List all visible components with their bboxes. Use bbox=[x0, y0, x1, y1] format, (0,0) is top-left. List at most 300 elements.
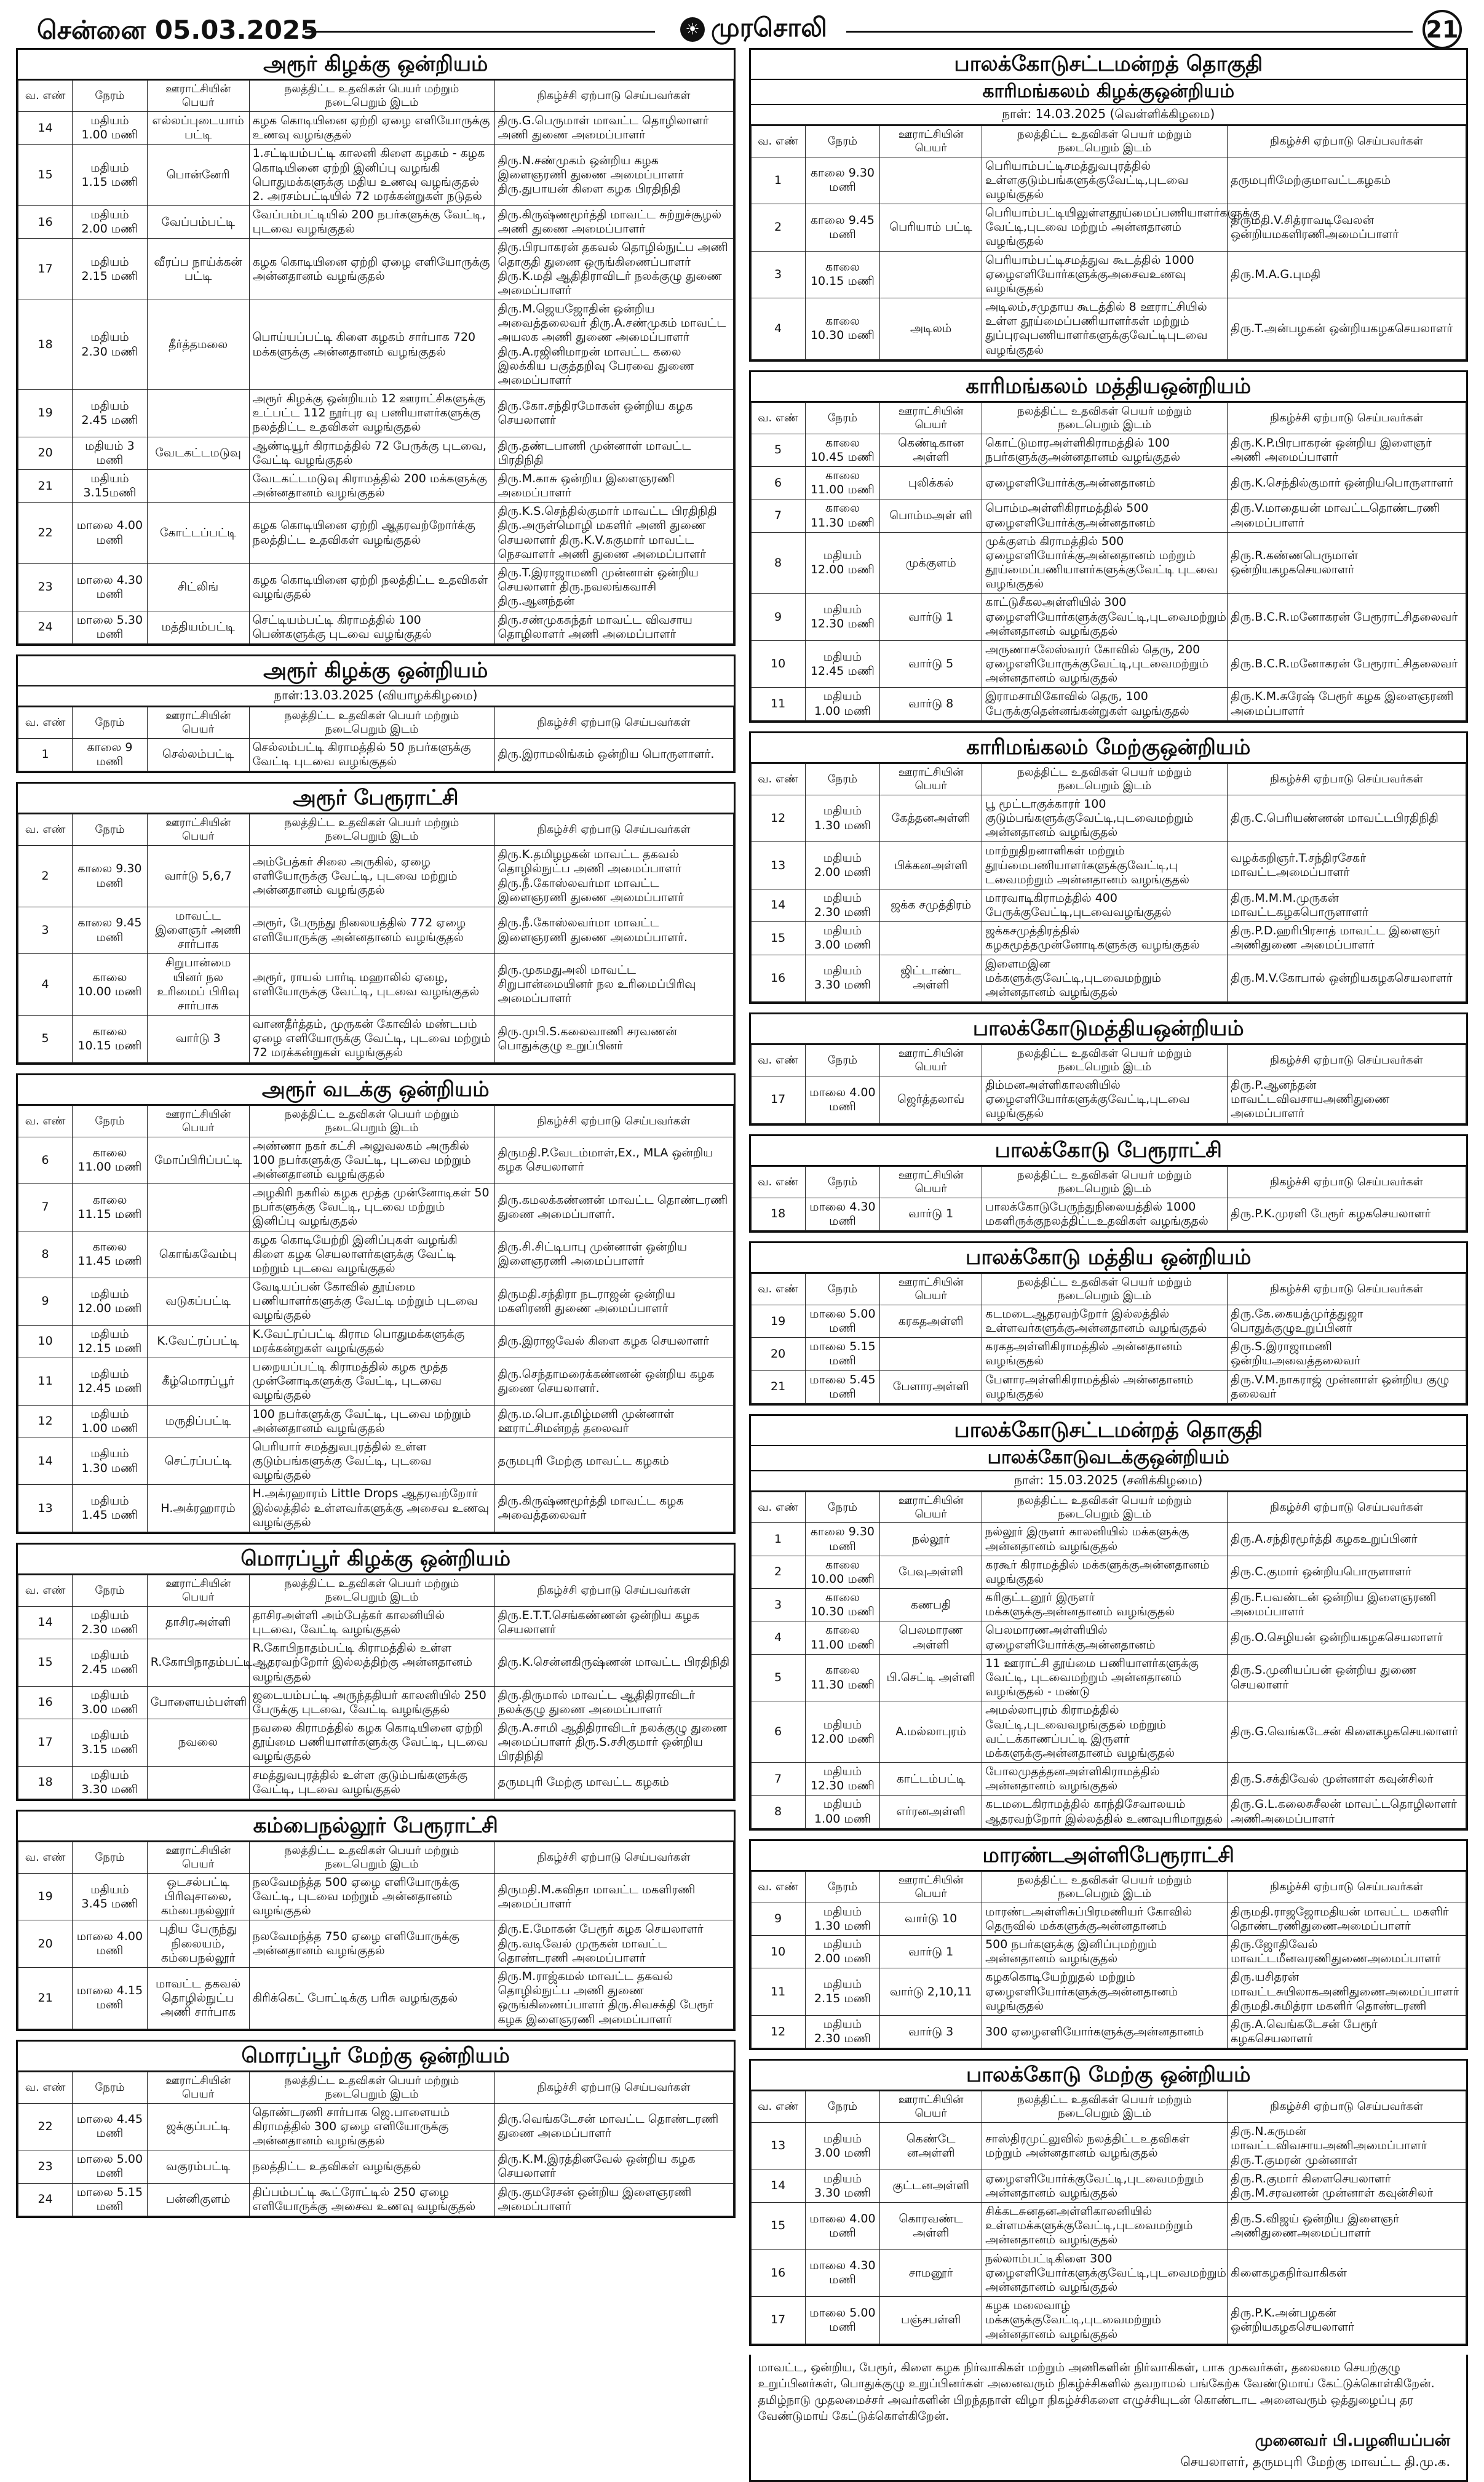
row-time: காலை 10.30 மணி bbox=[805, 1589, 880, 1621]
row-number: 3 bbox=[751, 1589, 805, 1621]
row-number: 17 bbox=[751, 2297, 805, 2344]
row-time: காலை 10.00 மணி bbox=[805, 1556, 880, 1588]
row-number: 11 bbox=[751, 1968, 805, 2016]
row-number: 11 bbox=[18, 1358, 73, 1406]
row-guests: திரு.K.செந்தில்குமார் ஒன்றியபொருளாளர் bbox=[1228, 467, 1466, 499]
row-number: 9 bbox=[751, 1903, 805, 1935]
row-place: பிக்கனஅள்ளி bbox=[880, 842, 982, 889]
column-header-no: வ. எண் bbox=[18, 814, 73, 846]
row-program: சமத்துவபுரத்தில் உள்ள குடும்பங்களுக்கு வேட்டி, புடவை வழங்குதல் bbox=[249, 1766, 494, 1799]
column-header-guests: நிகழ்ச்சி ஏற்பாடு செய்பவர்கள் bbox=[494, 1575, 733, 1606]
table-row bbox=[751, 2249, 1466, 2297]
row-guests: திரு.O.செழியன் ஒன்றியகழகசெயலாளர் bbox=[1228, 1621, 1466, 1654]
table-row bbox=[18, 300, 734, 390]
table-row bbox=[751, 467, 1466, 499]
column-header-guests: நிகழ்ச்சி ஏற்பாடு செய்பவர்கள் bbox=[494, 2072, 733, 2103]
row-program: பாலக்கோடுபேருந்துநிலையத்தில் 1000 மகளிருக்குநலத்திட்டஉதவிகள் வழங்குதல் bbox=[982, 1198, 1228, 1230]
row-time: மாலை 5.00 மணி bbox=[73, 2150, 148, 2183]
row-guests: திரு.M.M.M.முருகன் மாவட்டகழகபொருளாளர் bbox=[1228, 889, 1466, 921]
table-row bbox=[751, 842, 1466, 889]
row-guests: திரு.K.M.இரத்தினவேல் ஒன்றிய கழக செயலாளர் bbox=[494, 2150, 733, 2183]
row-program: மாற்றுதிறனாளிகள் மற்றும் தூய்மைபணியாளர்களுக்குவேட்டி,பு டவைமற்றும் அன்னதானம் வழங்குதல் bbox=[982, 842, 1228, 889]
row-program: கரிகுட்டனூர் இருளர் மக்களுக்குஅன்னதானம் வழங்குதல் bbox=[982, 1589, 1228, 1621]
row-program: வாணதீர்த்தம், முருகன் கோவில் மண்டபம் ஏழை எளியோருக்கு வேட்டி, புடவை மற்றும் 72 மரக்கன்றுகள் வழங்குதல் bbox=[249, 1016, 494, 1063]
row-number: 2 bbox=[751, 1556, 805, 1588]
row-number: 18 bbox=[18, 1766, 73, 1799]
column-header-guests: நிகழ்ச்சி ஏற்பாடு செய்பவர்கள் bbox=[494, 1842, 733, 1874]
row-time: காலை 10.30 மணி bbox=[805, 298, 880, 360]
schedule-table bbox=[751, 1273, 1467, 1404]
row-number: 3 bbox=[751, 251, 805, 298]
row-place: பெரியாம் பட்டி bbox=[880, 204, 982, 252]
table-row bbox=[18, 206, 734, 239]
signature: முனைவர் பி.பழனியப்பன் bbox=[1255, 2432, 1450, 2451]
table-row bbox=[751, 1076, 1466, 1124]
row-time: மதியம் 2.00 மணி bbox=[805, 842, 880, 889]
row-program: வேடியப்பன் கோவில் தூய்மை பணியாளர்களுக்கு வேட்டி மற்றும் புடவை வழங்குதல் bbox=[249, 1278, 494, 1326]
block-title: அரூர் கிழக்கு ஒன்றியம் bbox=[18, 50, 734, 80]
row-place: H.அக்ரஹாரம் bbox=[147, 1485, 249, 1532]
row-time: மதியம் 3.30 மணி bbox=[805, 955, 880, 1002]
row-place: கோட்டப்பட்டி bbox=[147, 503, 249, 564]
column-header-program: நலத்திட்ட உதவிகள் பெயர் மற்றும் நடைபெறும் இடம் bbox=[249, 814, 494, 846]
row-number: 4 bbox=[751, 298, 805, 360]
schedule-block bbox=[16, 1543, 736, 1801]
footer-note-2: தமிழ்நாடு முதலமைச்சர் அவர்களின் பிறந்தநாள் விழா நிகழ்ச்சிகளை எழுச்சியுடன் கொண்டாட அனைவரும் ஒத்துழைப்பு தர வேண்டுமாய் கேட்டுக்கொள்கிறேன். bbox=[758, 2393, 1414, 2424]
row-number: 16 bbox=[751, 955, 805, 1002]
row-number: 24 bbox=[18, 2183, 73, 2216]
row-number: 20 bbox=[18, 1920, 73, 1968]
row-program: 100 நபர்களுக்கு வேட்டி, புடவை மற்றும் அன்னதானம் வழங்குதல் bbox=[249, 1405, 494, 1438]
table-row bbox=[751, 688, 1466, 720]
row-program: அரூர், ராயல் பார்டி மஹாலில் ஏழை, எளியோருக்கு வேட்டி, புடவை வழங்குதல் bbox=[249, 954, 494, 1016]
row-guests: திரு.K.தமிழழகன் மாவட்ட தகவல் தொழில்நுட்ப அணி அமைப்பாளர் திரு.நீ.கோஸ்லவர்மா மாவட்ட இளைஞரணி துணை அமைப்பாளர் bbox=[494, 846, 733, 907]
row-program: ஜடையம்பட்டி அருந்ததியர் காலனியில் 250 பேருக்கு புடவை, வேட்டி வழங்குதல் bbox=[249, 1686, 494, 1719]
row-guests: திரு.நீ.கோஸ்லவர்மா மாவட்ட இளைஞரணி துணை அமைப்பாளர். bbox=[494, 907, 733, 954]
column-header-guests: நிகழ்ச்சி ஏற்பாடு செய்பவர்கள் bbox=[494, 814, 733, 846]
row-number: 7 bbox=[751, 499, 805, 532]
schedule-block bbox=[749, 1241, 1469, 1406]
table-row bbox=[751, 2123, 1466, 2170]
row-guests: திரு.P.ஆனந்தன் மாவட்டவிவசாயஅணிதுணை அமைப்பாளர் bbox=[1228, 1076, 1466, 1124]
row-guests: திருமதி.சந்திரா நடராஜன் ஒன்றிய மகளிரணி துணை அமைப்பாளர் bbox=[494, 1278, 733, 1326]
table-row bbox=[18, 145, 734, 206]
column-header-no: வ. எண் bbox=[751, 763, 805, 795]
row-place bbox=[147, 469, 249, 502]
schedule-block bbox=[16, 2040, 736, 2218]
row-number: 7 bbox=[18, 1184, 73, 1231]
table-row bbox=[751, 1903, 1466, 1935]
schedule-block bbox=[749, 48, 1469, 362]
row-guests: திரு.யசிதரன் மாவட்டசுயிலாகஅணிதுணைஅமைப்பாளர் திருமதி.சுமித்ரா மகளிர் தொண்டரணி bbox=[1228, 1968, 1466, 2016]
column-header-time: நேரம் bbox=[73, 814, 148, 846]
row-place: K.வேட்ரப்பட்டி bbox=[147, 1325, 249, 1358]
row-guests: திரு.F.பவண்டன் ஒன்றிய இளைஞரணி அமைப்பாளர் bbox=[1228, 1589, 1466, 1621]
table-row bbox=[751, 1968, 1466, 2016]
row-number: 12 bbox=[751, 795, 805, 842]
row-time: காலை 11.30 மணி bbox=[805, 1654, 880, 1701]
row-program: பெலமாரணஅள்ளியில் ஏழைஎளியோர்க்குஅன்னதானம் bbox=[982, 1621, 1228, 1654]
row-guests: திரு.A.வெங்கடேசன் பேரூர் கழகசெயலாளர் bbox=[1228, 2015, 1466, 2048]
row-program: ஜக்கசமுத்திரத்தில் கழகமூத்தமுன்னோடிகளுக்கு வழங்குதல் bbox=[982, 922, 1228, 955]
row-number: 12 bbox=[751, 2015, 805, 2048]
row-place: மோப்பிரிப்பட்டி bbox=[147, 1137, 249, 1184]
row-place: எல்லப்புடையாம் பட்டி bbox=[147, 112, 249, 145]
table-row bbox=[751, 2015, 1466, 2048]
row-number: 12 bbox=[18, 1405, 73, 1438]
row-number: 16 bbox=[18, 1686, 73, 1719]
row-program: திம்மனஅள்ளிகாலனியில் ஏழைஎளியோர்களுக்குவேட்டி,புடவை வழங்குதல் bbox=[982, 1076, 1228, 1124]
row-time: மதியம் 1.45 மணி bbox=[73, 1485, 148, 1532]
row-number: 9 bbox=[18, 1278, 73, 1326]
table-header-row bbox=[18, 2072, 734, 2103]
row-time: காலை 11.00 மணி bbox=[73, 1137, 148, 1184]
row-number: 20 bbox=[18, 437, 73, 469]
row-number: 3 bbox=[18, 907, 73, 954]
table-row bbox=[18, 1016, 734, 1063]
table-row bbox=[18, 563, 734, 611]
schedule-block bbox=[16, 1073, 736, 1534]
footer-note bbox=[749, 2355, 1469, 2482]
table-row bbox=[18, 1358, 734, 1406]
schedule-table bbox=[751, 1044, 1467, 1123]
row-program: மாரண்டஅள்ளிசுப்பிரமணியர் கோவில் தெருவில் மக்களுக்குஅன்னதானம் bbox=[982, 1903, 1228, 1935]
row-time: மதியம் 2.30 மணி bbox=[73, 300, 148, 390]
row-place bbox=[147, 1766, 249, 1799]
row-program: கரகூர் கிராமத்தில் மக்களுக்குஅன்னதானம் வழங்குதல் bbox=[982, 1556, 1228, 1588]
table-row bbox=[751, 1654, 1466, 1701]
row-program: பேளாரஅள்ளிகிராமத்தில் அன்னதானம் வழங்குதல் bbox=[982, 1370, 1228, 1403]
block-title: கம்பைநல்லூர் பேரூராட்சி bbox=[18, 1812, 734, 1842]
row-time: மதியம் 2.45 மணி bbox=[73, 1639, 148, 1687]
row-place: கொங்கவேம்பு bbox=[147, 1231, 249, 1278]
row-place: வார்டு 3 bbox=[147, 1016, 249, 1063]
table-row bbox=[751, 1370, 1466, 1403]
table-row bbox=[18, 1325, 734, 1358]
row-time: மாலை 4.00 மணி bbox=[805, 2203, 880, 2250]
column-header-program: நலத்திட்ட உதவிகள் பெயர் மற்றும் நடைபெறும் இடம் bbox=[982, 402, 1228, 434]
table-row bbox=[751, 204, 1466, 252]
row-place: மாவட்ட இளைஞர் அணி சார்பாக bbox=[147, 907, 249, 954]
schedule-block bbox=[749, 1414, 1469, 1831]
table-header-row bbox=[18, 81, 734, 112]
row-guests: திரு.K.P.பிரபாகரன் ஒன்றிய இளைஞர் அணி அமைப்பாளர் bbox=[1228, 434, 1466, 466]
row-program: நலவேமந்த்த 500 ஏழை எளியோருக்கு வேட்டி, புடவை மற்றும் அன்னதானம் வழங்குதல் bbox=[249, 1873, 494, 1920]
row-guests: கிளைகழகநிர்வாகிகள் bbox=[1228, 2249, 1466, 2297]
table-row bbox=[751, 640, 1466, 688]
schedule-table bbox=[751, 125, 1467, 360]
row-guests: திரு.சண்முகசுந்தர் மாவட்ட விவசாய தொழிலாளர் அணி அமைப்பாளர் bbox=[494, 611, 733, 643]
column-header-program: நலத்திட்ட உதவிகள் பெயர் மற்றும் நடைபெறும் இடம் bbox=[982, 1166, 1228, 1198]
table-header-row bbox=[18, 707, 734, 738]
column-header-no: வ. எண் bbox=[18, 1575, 73, 1606]
column-header-program: நலத்திட்ட உதவிகள் பெயர் மற்றும் நடைபெறும் இடம் bbox=[982, 1492, 1228, 1523]
row-guests: திரு.M.A.G.புமதி bbox=[1228, 251, 1466, 298]
column-header-time: நேரம் bbox=[73, 1105, 148, 1137]
table-row bbox=[18, 1686, 734, 1719]
row-number: 5 bbox=[751, 1654, 805, 1701]
row-guests: திரு.C.குமார் ஒன்றியபொருளாளர் bbox=[1228, 1556, 1466, 1588]
column-header-no: வ. எண் bbox=[751, 1492, 805, 1523]
row-guests: திரு.S.முனியப்பன் ஒன்றிய துணை செயலாளர் bbox=[1228, 1654, 1466, 1701]
row-time: காலை 11.00 மணி bbox=[805, 1621, 880, 1654]
schedule-block bbox=[749, 731, 1469, 1004]
table-row bbox=[751, 1796, 1466, 1828]
row-place: A.மல்லாபுரம் bbox=[880, 1701, 982, 1763]
row-program: சிக்கடசுனதனஅள்ளிகாலனியில் உள்ளமக்களுக்குவேட்டி,புடவைமற்றும் அன்னதானம் வழங்குதல் bbox=[982, 2203, 1228, 2250]
row-program: அமல்லாபுரம் கிராமத்தில் வேட்டி,புடவைவழங்குதல் மற்றும் வட்டக்காணப்பட்டி இருளர் மக்களுக்குஅன்னதானம் வழங்குதல் bbox=[982, 1701, 1228, 1763]
row-place: பொம்மஅள் ளி bbox=[880, 499, 982, 532]
row-time: மாலை 4.15 மணி bbox=[73, 1967, 148, 2029]
table-row bbox=[18, 112, 734, 145]
rising-sun-logo-icon: ☀ bbox=[680, 17, 705, 42]
row-program: கரகதஅள்ளிகிராமத்தில் அன்னதானம் வழங்குதல் bbox=[982, 1338, 1228, 1370]
row-time: மதியம் 1.00 மணி bbox=[805, 688, 880, 720]
schedule-block bbox=[749, 1839, 1469, 2051]
row-time: காலை 11.00 மணி bbox=[805, 467, 880, 499]
table-row bbox=[751, 1198, 1466, 1230]
column-header-no: வ. எண் bbox=[18, 2072, 73, 2103]
row-guests: திரு.S.இராஜாமணி ஒன்றியஅவைத்தலைவர் bbox=[1228, 1338, 1466, 1370]
row-number: 10 bbox=[751, 1936, 805, 1968]
row-number: 10 bbox=[751, 640, 805, 688]
row-guests: திரு.வெங்கடேசன் மாவட்ட தொண்டரணி துணை அமைப்பாளர் bbox=[494, 2103, 733, 2150]
row-place: ஜெர்த்தலாவ் bbox=[880, 1076, 982, 1124]
row-time: காலை 10.15 மணி bbox=[73, 1016, 148, 1063]
row-place: வேப்பம்பட்டி bbox=[147, 206, 249, 239]
row-place bbox=[880, 1338, 982, 1370]
row-time: காலை 10.45 மணி bbox=[805, 434, 880, 466]
paper-name: முரசொலி bbox=[711, 12, 827, 42]
row-place: R.கோபிநாதம்பட்டி bbox=[147, 1639, 249, 1687]
table-row bbox=[751, 2297, 1466, 2344]
row-number: 2 bbox=[18, 846, 73, 907]
column-header-place: ஊராட்சியின் பெயர் bbox=[147, 707, 249, 738]
row-time: மாலை 4.30 மணி bbox=[73, 563, 148, 611]
row-program: கழக கொடியேற்றி இனிப்புகள் வழங்கி கிளை கழக செயலாளர்களுக்கு வேட்டி மற்றும் புடவை வழங்குதல் bbox=[249, 1231, 494, 1278]
row-place: முக்குளம் bbox=[880, 532, 982, 594]
column-header-time: நேரம் bbox=[805, 1274, 880, 1305]
row-guests: திரு.N.கருமன் மாவட்டவிவசாயஅணிஅமைப்பாளர் திரு.T.குமரன் முன்னாள் bbox=[1228, 2123, 1466, 2170]
row-place: மருதிப்பட்டி bbox=[147, 1405, 249, 1438]
row-place: கேத்தனஅள்ளி bbox=[880, 795, 982, 842]
row-time: மாலை 4.00 மணி bbox=[73, 1920, 148, 1968]
row-place: பி.செட்டி அள்ளி bbox=[880, 1654, 982, 1701]
row-program: பூ மூட்டாகுக்காரர் 100 குடும்பங்களுக்குவேட்டி,புடவைமற்றும் அன்னதானம் வழங்குதல் bbox=[982, 795, 1228, 842]
schedule-table bbox=[751, 2091, 1467, 2344]
row-program: அடிலம்,சமுதாய கூடத்தில் 8 ஊராட்சியில் உள்ள தூய்மைப்பணியாளர்கள் மற்றும் துப்புரவுபணியாளர்களுக்குவேட்டிபுடவை வழங்குதல் bbox=[982, 298, 1228, 360]
row-guests: திரு.E.மோகன் பேரூர் கழக செயலாளர் திரு.வடிவேல் முருகன் மாவட்ட தொண்டரணி அமைப்பாளர் bbox=[494, 1920, 733, 1968]
column-header-program: நலத்திட்ட உதவிகள் பெயர் மற்றும் நடைபெறும் இடம் bbox=[249, 1842, 494, 1874]
table-row bbox=[751, 157, 1466, 204]
row-program: K.வேட்ரப்பட்டி கிராம பொதுமக்களுக்கு மரக்கன்றுகள் வழங்குதல் bbox=[249, 1325, 494, 1358]
row-program: இராமசாமிகோவில் தெரு, 100 பேருக்குதென்னங்கன்றுகள் வழங்குதல் bbox=[982, 688, 1228, 720]
block-date: நாள்:13.03.2025 (வியாழக்கிழமை) bbox=[18, 686, 734, 707]
row-guests: திருமதி.M.கவிதா மாவட்ட மகளிரணி அமைப்பாளர் bbox=[494, 1873, 733, 1920]
row-guests: தருமபுரி மேற்கு மாவட்ட கழகம் bbox=[494, 1438, 733, 1485]
row-number: 16 bbox=[751, 2249, 805, 2297]
row-place: சிட்லிங் bbox=[147, 563, 249, 611]
row-number: 5 bbox=[18, 1016, 73, 1063]
table-row bbox=[751, 1305, 1466, 1337]
table-row bbox=[18, 437, 734, 469]
column-header-guests: நிகழ்ச்சி ஏற்பாடு செய்பவர்கள் bbox=[1228, 2091, 1466, 2123]
column-header-guests: நிகழ்ச்சி ஏற்பாடு செய்பவர்கள் bbox=[1228, 1166, 1466, 1198]
row-number: 17 bbox=[18, 1719, 73, 1767]
row-time: மதியம் 3.00 மணி bbox=[73, 1686, 148, 1719]
schedule-table bbox=[751, 763, 1467, 1002]
table-row bbox=[751, 499, 1466, 532]
row-guests: திரு.T.அன்பழகன் ஒன்றியகழகசெயலாளர் bbox=[1228, 298, 1466, 360]
column-header-guests: நிகழ்ச்சி ஏற்பாடு செய்பவர்கள் bbox=[494, 1105, 733, 1137]
table-header-row bbox=[751, 1166, 1466, 1198]
column-header-time: நேரம் bbox=[805, 763, 880, 795]
row-program: காட்டுசீகலஅள்ளியில் 300 ஏழைஎளியோர்களுக்குவேட்டி,புடவைமற்றும் அன்னதானம் வழங்குதல் bbox=[982, 594, 1228, 641]
row-number: 7 bbox=[751, 1763, 805, 1796]
row-place bbox=[880, 251, 982, 298]
column-header-time: நேரம் bbox=[805, 125, 880, 157]
row-guests: திரு.சி.சிட்டிபாபு முன்னாள் ஒன்றிய இளைஞரணி அமைப்பாளர் bbox=[494, 1231, 733, 1278]
table-header-row bbox=[18, 1105, 734, 1137]
schedule-block bbox=[16, 1810, 736, 2031]
row-guests: திரு.தண்டபாணி முன்னாள் மாவட்ட பிரதிநிதி bbox=[494, 437, 733, 469]
row-place: வகுரம்பட்டி bbox=[147, 2150, 249, 2183]
row-number: 6 bbox=[18, 1137, 73, 1184]
row-program: கழககொடியேற்றுதல் மற்றும் ஏழைஎளியோர்களுக்குஅன்னதானம் வழங்குதல் bbox=[982, 1968, 1228, 2016]
row-place: வடுகப்பட்டி bbox=[147, 1278, 249, 1326]
row-number: 23 bbox=[18, 563, 73, 611]
row-number: 15 bbox=[751, 2203, 805, 2250]
row-number: 19 bbox=[18, 390, 73, 437]
row-place: வார்டு 5,6,7 bbox=[147, 846, 249, 907]
row-guests: திரு.M.ஜெயஜோதின் ஒன்றிய அவைத்தலைவர் திரு.A.சண்முகம் மாவட்ட அயலக அணி துணை அமைப்பாளர் திரு.A.ரஜினிமாறன் மாவட்ட கலை இலக்கிய பகுத்தறிவு பேரவை துணை அமைப்பாளர் bbox=[494, 300, 733, 390]
column-header-program: நலத்திட்ட உதவிகள் பெயர் மற்றும் நடைபெறும் இடம் bbox=[982, 2091, 1228, 2123]
row-guests: திரு.செந்தாமரைக்கண்ணன் ஒன்றிய கழக துணை செயலாளர். bbox=[494, 1358, 733, 1406]
row-guests: திரு.E.T.T.செங்கண்ணன் ஒன்றிய கழக செயலாளர் bbox=[494, 1606, 733, 1639]
row-guests: திரு.B.C.R.மனோகரன் பேரூராட்சிதலைவர் bbox=[1228, 594, 1466, 641]
row-guests: திருமதி.V.சித்ராவடிவேலன் ஒன்றியமகளிரணிஅமைப்பாளர் bbox=[1228, 204, 1466, 252]
row-program: நல்லாம்பட்டிகிளை 300 ஏழைஎளியோர்களுக்குவேட்டி,புடவைமற்றும் அன்னதானம் வழங்குதல் bbox=[982, 2249, 1228, 2297]
row-program: வேப்பம்பட்டியில் 200 நபர்களுக்கு வேட்டி, புடவை வழங்குதல் bbox=[249, 206, 494, 239]
row-place: நவலை bbox=[147, 1719, 249, 1767]
row-place: புலிக்கல் bbox=[880, 467, 982, 499]
row-program: பெரியாம்பட்டியிலுள்ளதூய்மைப்பணியாளர்களுக்கு வேட்டி,புடவை மற்றும் அன்னதானம் வழங்குதல் bbox=[982, 204, 1228, 252]
row-place: ஒடசல்பட்டி பிரிவுசாலை, கம்பைநல்லூர் bbox=[147, 1873, 249, 1920]
row-place: பேளாரஅள்ளி bbox=[880, 1370, 982, 1403]
row-program: நல்லூர் இருளர் காலனியில் மக்களுக்கு அன்னதானம் வழங்குதல் bbox=[982, 1523, 1228, 1556]
schedule-table bbox=[751, 1492, 1467, 1829]
row-time: மதியம் 2.30 மணி bbox=[805, 2015, 880, 2048]
signature-designation: செயலாளர், தருமபுரி மேற்கு மாவட்ட தி.மு.க. bbox=[1180, 2454, 1450, 2470]
schedule-table bbox=[18, 814, 734, 1062]
row-time: மாலை 4.00 மணி bbox=[73, 503, 148, 564]
column-header-no: வ. எண் bbox=[18, 1105, 73, 1137]
row-time: மதியம் 1.00 மணி bbox=[73, 112, 148, 145]
footer-note-1: மாவட்ட, ஒன்றிய, பேரூர், கிளை கழக நிர்வாகிகள் மற்றும் அணிகளின் நிர்வாகிகள், பாக முகவர்கள், தலைமை செயற்குழு உறுப்பினர்கள், பொதுக்குழு உறுப்பினர்கள் அனைவரும் நிகழ்ச்சிகளில் தவறாமல் பங்கேற்க வேண்டுமாய் கேட்டுக்கொள்கிறேன். bbox=[758, 2360, 1435, 2391]
schedule-block bbox=[16, 654, 736, 773]
column-header-time: நேரம் bbox=[805, 1871, 880, 1903]
column-header-place: ஊராட்சியின் பெயர் bbox=[147, 1105, 249, 1137]
row-guests: திரு.K.S.செந்தில்குமார் மாவட்ட பிரதிநிதி திரு.அருள்மொழி மகளிர் அணி துணை செயலாளர் திரு.K.V.சுகுமார் மாவட்ட நெசவாளர் அணி துணை அமைப்பாளர் bbox=[494, 503, 733, 564]
table-row bbox=[751, 795, 1466, 842]
table-row bbox=[18, 1719, 734, 1767]
column-header-time: நேரம் bbox=[805, 2091, 880, 2123]
table-row bbox=[18, 2150, 734, 2183]
schedule-table bbox=[751, 402, 1467, 721]
row-guests: திரு.ஜோதிவேல் மாவட்டமீனவரணிதுணைஅமைப்பாளர் bbox=[1228, 1936, 1466, 1968]
row-time: காலை 11.30 மணி bbox=[805, 499, 880, 532]
row-guests: திருமதி.P.வேடம்மாள்,Ex., MLA ஒன்றிய கழக செயலாளர் bbox=[494, 1137, 733, 1184]
row-guests: திரு.கோ.சந்திரமோகன் ஒன்றிய கழக செயலாளர் bbox=[494, 390, 733, 437]
block-date: நாள்: 14.03.2025 (வெள்ளிக்கிழமை) bbox=[751, 105, 1467, 125]
row-time: மதியம் 3.15 மணி bbox=[73, 1719, 148, 1767]
row-number: 4 bbox=[18, 954, 73, 1016]
row-number: 22 bbox=[18, 2103, 73, 2150]
table-row bbox=[751, 2170, 1466, 2202]
city-date: சென்னை 05.03.2025 bbox=[37, 15, 319, 45]
row-program: நலவேமந்த்த 750 ஏழை எளியோருக்கு அன்னதானம் வழங்குதல் bbox=[249, 1920, 494, 1968]
table-row bbox=[751, 532, 1466, 594]
row-place: செட்ரப்பட்டி bbox=[147, 1438, 249, 1485]
row-number: 22 bbox=[18, 503, 73, 564]
row-place: வார்டு 5 bbox=[880, 640, 982, 688]
row-guests: திரு.M.காசு ஒன்றிய இளைஞரணி அமைப்பாளர் bbox=[494, 469, 733, 502]
row-program: பெரியாம்பட்டிசமத்துவபுரத்தில் உள்ளகுடும்பங்களுக்குவேட்டி,புடவை வழங்குதல் bbox=[982, 157, 1228, 204]
table-header-row bbox=[751, 1492, 1466, 1523]
table-row bbox=[18, 2183, 734, 2216]
row-guests: திரு.திருமால் மாவட்ட ஆதிதிராவிடர் நலக்குழு துணை அமைப்பாளர் bbox=[494, 1686, 733, 1719]
block-title: பாலக்கோடுசட்டமன்றத் தொகுதி bbox=[751, 50, 1467, 80]
row-guests: திரு.C.பெரியண்ணன் மாவட்டபிரதிநிதி bbox=[1228, 795, 1466, 842]
row-program: அரூர், பேருந்து நிலையத்தில் 772 ஏழை எளியோருக்கு அன்னதானம் வழங்குதல் bbox=[249, 907, 494, 954]
table-row bbox=[18, 1278, 734, 1326]
column-header-place: ஊராட்சியின் பெயர் bbox=[880, 1871, 982, 1903]
table-row bbox=[18, 1766, 734, 1799]
row-time: மதியம் 2.15 மணி bbox=[73, 239, 148, 300]
row-time: காலை 9 மணி bbox=[73, 738, 148, 771]
row-number: 6 bbox=[751, 467, 805, 499]
row-program: நலத்திட்ட உதவிகள் வழங்குதல் bbox=[249, 2150, 494, 2183]
row-number: 14 bbox=[751, 2170, 805, 2202]
row-place: கரகதஅள்ளி bbox=[880, 1305, 982, 1337]
row-program: 11 ஊராட்சி தூய்மை பணியாளர்களுக்கு வேட்டி, புடவைமற்றும் அன்னதானம் வழங்குதல் - மண்டு bbox=[982, 1654, 1228, 1701]
row-time: மதியம் 2.30 மணி bbox=[805, 889, 880, 921]
row-place: வேடகட்டமடுவு bbox=[147, 437, 249, 469]
column-header-time: நேரம் bbox=[73, 1842, 148, 1874]
column-header-guests: நிகழ்ச்சி ஏற்பாடு செய்பவர்கள் bbox=[494, 707, 733, 738]
row-time: காலை 9.45 மணி bbox=[805, 204, 880, 252]
row-guests: திரு.V.M.நாகராஜ் முன்னாள் ஒன்றிய குழு தலைவர் bbox=[1228, 1370, 1466, 1403]
row-program: கழக மலைவாழ் மக்களுக்குவேட்டி,புடவைமற்றும் அன்னதானம் வழங்குதல் bbox=[982, 2297, 1228, 2344]
row-place: வார்டு 10 bbox=[880, 1903, 982, 1935]
row-number: 15 bbox=[751, 922, 805, 955]
row-guests: திரு.A.சந்திரமூர்த்தி கழகஉறுப்பினர் bbox=[1228, 1523, 1466, 1556]
row-time: மதியம் 1.30 மணி bbox=[805, 1903, 880, 1935]
row-place: தாசிரஅள்ளி bbox=[147, 1606, 249, 1639]
table-row bbox=[751, 434, 1466, 466]
row-guests: திரு.கிருஷ்ணமூர்த்தி மாவட்ட கழக அவைத்தலைவர் bbox=[494, 1485, 733, 1532]
row-program: தாசிரஅள்ளி அம்பேத்கர் காலனியில் புடவை, வேட்டி வழங்குதல் bbox=[249, 1606, 494, 1639]
row-place: புதிய பேருந்து நிலையம், கம்பைநல்லூர் bbox=[147, 1920, 249, 1968]
row-place: கெண்டே னஅள்ளி bbox=[880, 2123, 982, 2170]
columns bbox=[16, 48, 1468, 2470]
row-time: மாலை 5.15 மணி bbox=[73, 2183, 148, 2216]
row-time: காலை 9.45 மணி bbox=[73, 907, 148, 954]
table-row bbox=[18, 1231, 734, 1278]
row-program: 300 ஏழைஎளியோர்களுக்குஅன்னதானம் bbox=[982, 2015, 1228, 2048]
column-header-time: நேரம் bbox=[73, 1575, 148, 1606]
table-row bbox=[18, 954, 734, 1016]
